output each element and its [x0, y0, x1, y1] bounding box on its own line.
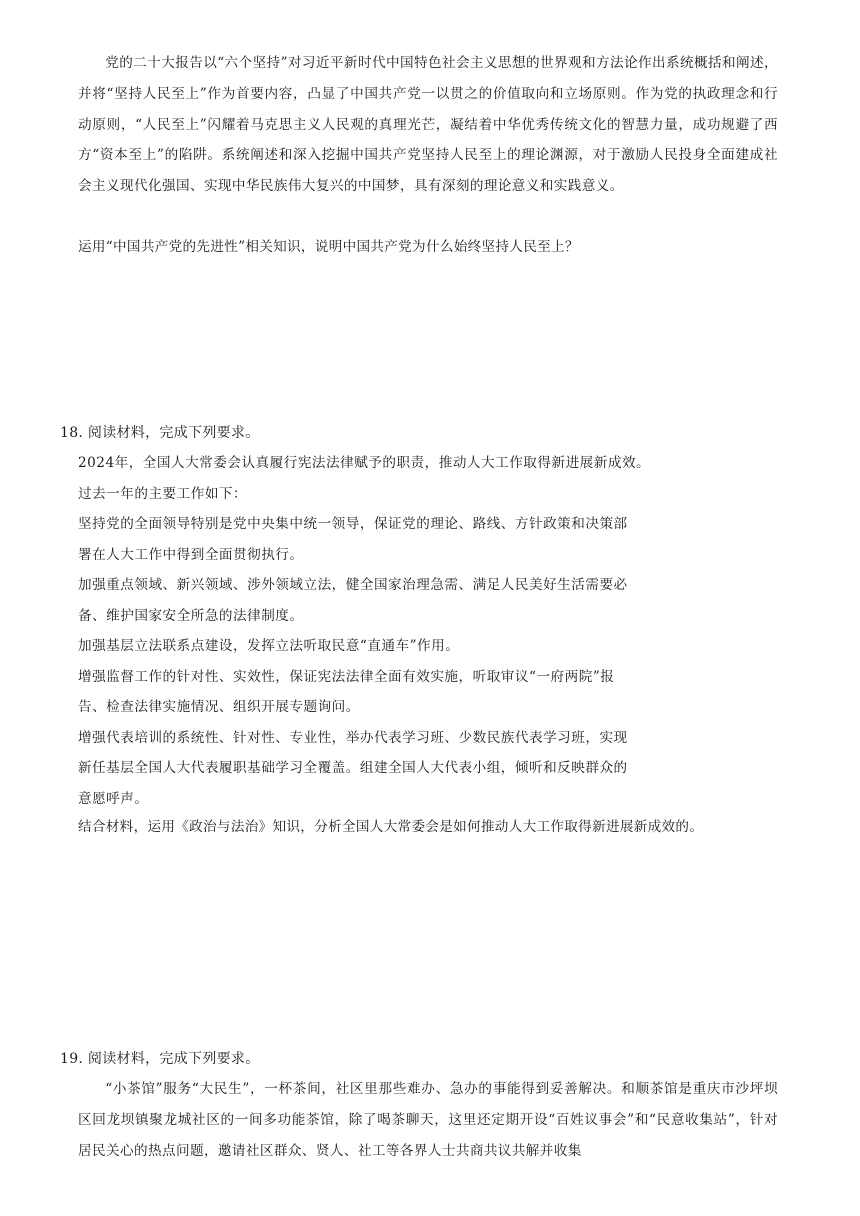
- q18-material-line: 新任基层全国人大代表履职基础学习全覆盖。组建全国人大代表小组，倾听和反映群众的: [78, 760, 628, 776]
- q19-material-paragraph: “小茶馆”服务“大民生”，一杯茶间，社区里那些难办、急办的事能得到妥善解决。和顺茶馆是重庆市沙坪坝区回龙坝镇聚龙城社区的一间多功能茶馆，除了喝茶聊天，这里还定期开设“百姓议事会”和“民意收集站”，针对居民关心的热点问题，邀请社区群众、贤人、社工等各界人士共商共议共解并收集: [78, 1081, 778, 1159]
- q18-material-line: 加强基层立法联系点建设，发挥立法听取民意“直通车”作用。: [78, 638, 460, 654]
- q18-prompt-block: [78, 812, 778, 842]
- q18-material-line: 署在人大工作中得到全面贯彻执行。: [78, 546, 304, 563]
- q17-material-block: [78, 48, 778, 202]
- q18-material-line: 告、检查法律实施情况、组织开展专题询问。: [78, 699, 360, 715]
- q17-prompt-block: [78, 232, 778, 262]
- q18-material-line: 过去一年的主要工作如下：: [78, 485, 248, 502]
- q18-material-line: 增强代表培训的系统性、针对性、专业性，举办代表学习班、少数民族代表学习班，实现: [78, 729, 628, 746]
- q18-heading: 18. 阅读材料，完成下列要求。: [60, 425, 260, 441]
- q18-material-line: 加强重点领域、新兴领域、涉外领域立法，健全国家治理急需、满足人民美好生活需要必: [78, 577, 628, 593]
- q18-material-line: 备、维护国家安全所急的法律制度。: [78, 607, 304, 624]
- q18-material-line: 增强监督工作的针对性、实效性，保证宪法法律全面有效实施，听取审议“一府两院”报: [78, 668, 615, 685]
- q17-material-paragraph: 党的二十大报告以“六个坚持”对习近平新时代中国特色社会主义思想的世界观和方法论作出系统概括和阐述，并将“坚持人民至上”作为首要内容，凸显了中国共产党一以贯之的价值取向和立场原则。作为党的执政理念和行动原则，“人民至上”闪耀着马克思主义人民观的真理光芒，凝结着中华优秀传统文化的智慧力量，成功规避了西方“资本至上”的陷阱。系统阐述和深入挖掘中国共产党坚持人民至上的理论渊源，对于激励人民投身全面建成社会主义现代化强国、实现中华民族伟大复兴的中国梦，具有深刻的理论意义和实践意义。: [78, 55, 778, 195]
- q18-material-line: 坚持党的全面领导特别是党中央集中统一领导，保证党的理论、路线、方针政策和决策部: [78, 516, 628, 532]
- q19-material-block: [78, 1074, 778, 1166]
- q18-material-line: 意愿呼声。: [78, 790, 149, 807]
- q18-material-block: [78, 448, 698, 814]
- q18-material-line: 2024年，全国人大常委会认真履行宪法法律赋予的职责，推动人大工作取得新进展新成效。: [78, 455, 651, 471]
- q19-heading: 19. 阅读材料，完成下列要求。: [60, 1051, 260, 1067]
- q17-prompt: 运用“中国共产党的先进性”相关知识，说明中国共产党为什么始终坚持人民至上？: [78, 239, 579, 255]
- q18-prompt: 结合材料，运用《政治与法治》知识，分析全国人大常委会是如何推动人大工作取得新进展新成效的。: [78, 819, 704, 835]
